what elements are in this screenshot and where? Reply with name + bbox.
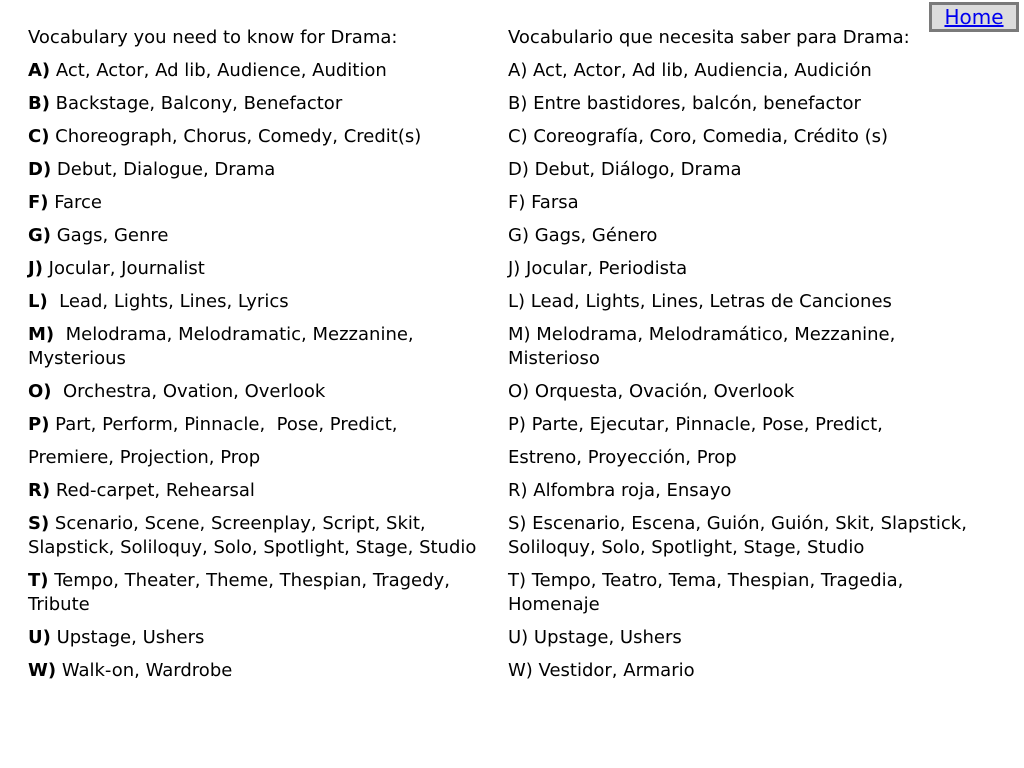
english-entry (28, 125, 498, 149)
english-entry (28, 290, 498, 314)
entry-letter: T) (28, 570, 49, 591)
entry-letter: M) (28, 324, 55, 345)
entry-words: Choreograph, Chorus, Comedy, Credit(s) (49, 126, 422, 147)
entry-words: Red-carpet, Rehearsal (50, 480, 255, 501)
english-entry (28, 191, 498, 215)
spanish-entry: O) Orquesta, Ovación, Overlook (508, 381, 795, 402)
entry-words: Act, Actor, Ad lib, Audience, Audition (50, 60, 387, 81)
spanish-entry: C) Coreografía, Coro, Comedia, Crédito (s) (508, 126, 889, 147)
entry-words: Tempo, Theater, Theme, Thespian, Tragedy, Tribute (28, 570, 456, 615)
spanish-heading: Vocabulario que necesita saber para Drama: (508, 27, 910, 48)
entry-letter: L) (28, 291, 48, 312)
english-entry (28, 380, 498, 404)
entry-words: Backstage, Balcony, Benefactor (49, 93, 343, 114)
entry-letter: S) (28, 513, 50, 534)
english-entry (28, 569, 498, 617)
entry-words: Debut, Dialogue, Drama (51, 159, 276, 180)
spanish-entry: S) Escenario, Escena, Guión, Guión, Skit, Slapstick, Soliloquy, Solo, Spotlight, Stage, Studio (508, 513, 967, 558)
spanish-entry: M) Melodrama, Melodramático, Mezzanine, Misterioso (508, 324, 896, 369)
entry-words: Melodrama, Melodramatic, Mezzanine, Mysterious (28, 324, 420, 369)
spanish-entry: G) Gags, Género (508, 225, 658, 246)
english-entry (28, 59, 498, 83)
home-button[interactable]: Home (929, 2, 1019, 32)
spanish-entry: R) Alfombra roja, Ensayo (508, 480, 732, 501)
spanish-entry: D) Debut, Diálogo, Drama (508, 159, 742, 180)
spanish-entry: Estreno, Proyección, Prop (508, 447, 737, 468)
spanish-entry: L) Lead, Lights, Lines, Letras de Canciones (508, 291, 892, 312)
entry-letter: G) (28, 225, 52, 246)
spanish-entry: A) Act, Actor, Ad lib, Audiencia, Audición (508, 60, 872, 81)
entry-words: Part, Perform, Pinnacle, Pose, Predict, (49, 414, 398, 435)
english-entry (28, 512, 498, 560)
entry-letter: D) (28, 159, 52, 180)
entry-letter: J) (28, 258, 43, 279)
entry-words: Farce (48, 192, 102, 213)
spanish-entry: U) Upstage, Ushers (508, 627, 682, 648)
entry-letter: A) (28, 60, 51, 81)
english-entry (28, 158, 498, 182)
entry-words: Gags, Genre (51, 225, 169, 246)
entry-words: Orchestra, Ovation, Overlook (51, 381, 326, 402)
english-heading: Vocabulary you need to know for Drama: (28, 27, 398, 48)
entry-words: Premiere, Projection, Prop (28, 447, 261, 468)
entry-letter: C) (28, 126, 50, 147)
entry-words: Lead, Lights, Lines, Lyrics (47, 291, 289, 312)
english-entry (28, 626, 498, 650)
entry-words: Upstage, Ushers (50, 627, 205, 648)
english-entry (28, 323, 498, 371)
entry-letter: W) (28, 660, 57, 681)
english-entry (28, 659, 498, 683)
english-entry (28, 446, 498, 470)
entry-words: Jocular, Journalist (42, 258, 205, 279)
entry-letter: O) (28, 381, 52, 402)
entry-letter: F) (28, 192, 49, 213)
english-entry (28, 224, 498, 248)
english-entry (28, 479, 498, 503)
english-entry-list (28, 59, 498, 683)
english-entry (28, 413, 498, 437)
spanish-entry: F) Farsa (508, 192, 579, 213)
english-entry (28, 92, 498, 116)
entry-letter: P) (28, 414, 50, 435)
entry-words: Scenario, Scene, Screenplay, Script, Skit, Slapstick, Soliloquy, Solo, Spotlight, Stage, Studio (28, 513, 477, 558)
entry-words: Walk-on, Wardrobe (56, 660, 233, 681)
entry-letter: R) (28, 480, 51, 501)
spanish-entry-list (508, 59, 978, 683)
spanish-entry: B) Entre bastidores, balcón, benefactor (508, 93, 861, 114)
english-entry (28, 257, 498, 281)
entry-letter: B) (28, 93, 50, 114)
spanish-vocabulary-column (508, 26, 978, 692)
spanish-entry: W) Vestidor, Armario (508, 660, 695, 681)
spanish-entry: T) Tempo, Teatro, Tema, Thespian, Tragedia, Homenaje (508, 570, 904, 615)
spanish-entry: J) Jocular, Periodista (508, 258, 688, 279)
entry-letter: U) (28, 627, 51, 648)
english-vocabulary-column (28, 26, 498, 692)
spanish-entry: P) Parte, Ejecutar, Pinnacle, Pose, Predict, (508, 414, 883, 435)
